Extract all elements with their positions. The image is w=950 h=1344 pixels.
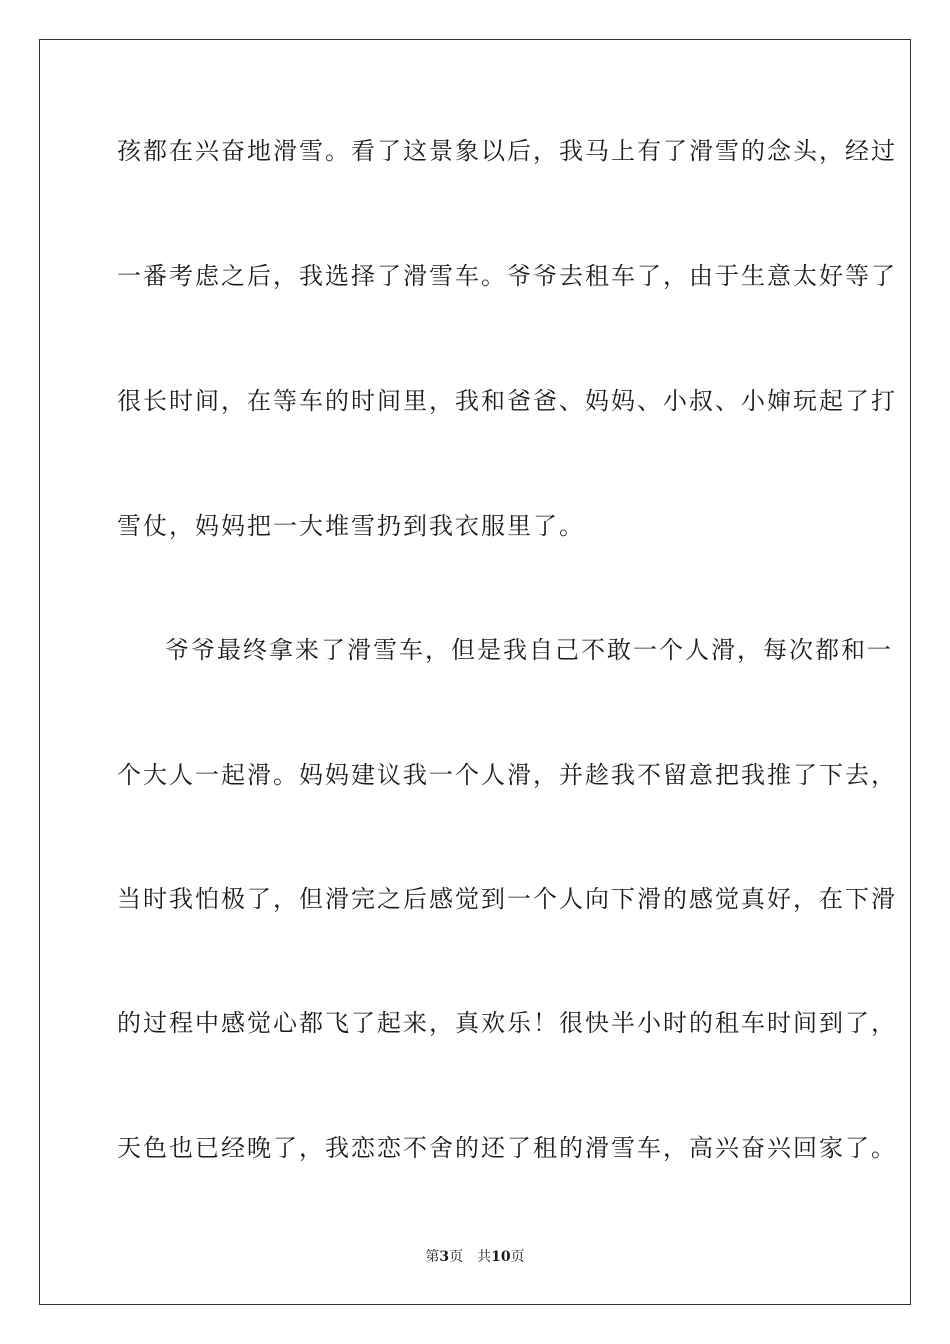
text-line: 的过程中感觉心都飞了起来，真欢乐！很快半小时的租车时间到了， xyxy=(117,1009,897,1037)
text-line: 爷爷最终拿来了滑雪车，但是我自己不敢一个人滑，每次都和一 xyxy=(165,636,893,664)
text-line: 雪仗，妈妈把一大堆雪扔到我衣服里了。 xyxy=(117,512,585,540)
page-footer xyxy=(0,1248,950,1266)
text-line: 天色也已经晚了，我恋恋不舍的还了租的滑雪车，高兴奋兴回家了。 xyxy=(117,1134,897,1162)
text-line: 孩都在兴奋地滑雪。看了这景象以后，我马上有了滑雪的念头，经过 xyxy=(117,137,897,165)
text-line: 很长时间，在等车的时间里，我和爸爸、妈妈、小叔、小婶玩起了打 xyxy=(117,387,897,415)
page-suffix: 页 xyxy=(449,1249,464,1265)
text-line: 当时我怕极了，但滑完之后感觉到一个人向下滑的感觉真好，在下滑 xyxy=(117,885,897,913)
page-border xyxy=(39,39,911,1305)
text-line: 一番考虑之后，我选择了滑雪车。爷爷去租车了，由于生意太好等了 xyxy=(117,262,897,290)
total-prefix: 共 xyxy=(477,1249,492,1265)
page-number: 3 xyxy=(439,1249,450,1265)
text-line: 个大人一起滑。妈妈建议我一个人滑，并趁我不留意把我推了下去， xyxy=(117,761,897,789)
total-suffix: 页 xyxy=(510,1249,525,1265)
total-pages: 10 xyxy=(491,1249,511,1265)
page-prefix: 第 xyxy=(425,1249,440,1265)
